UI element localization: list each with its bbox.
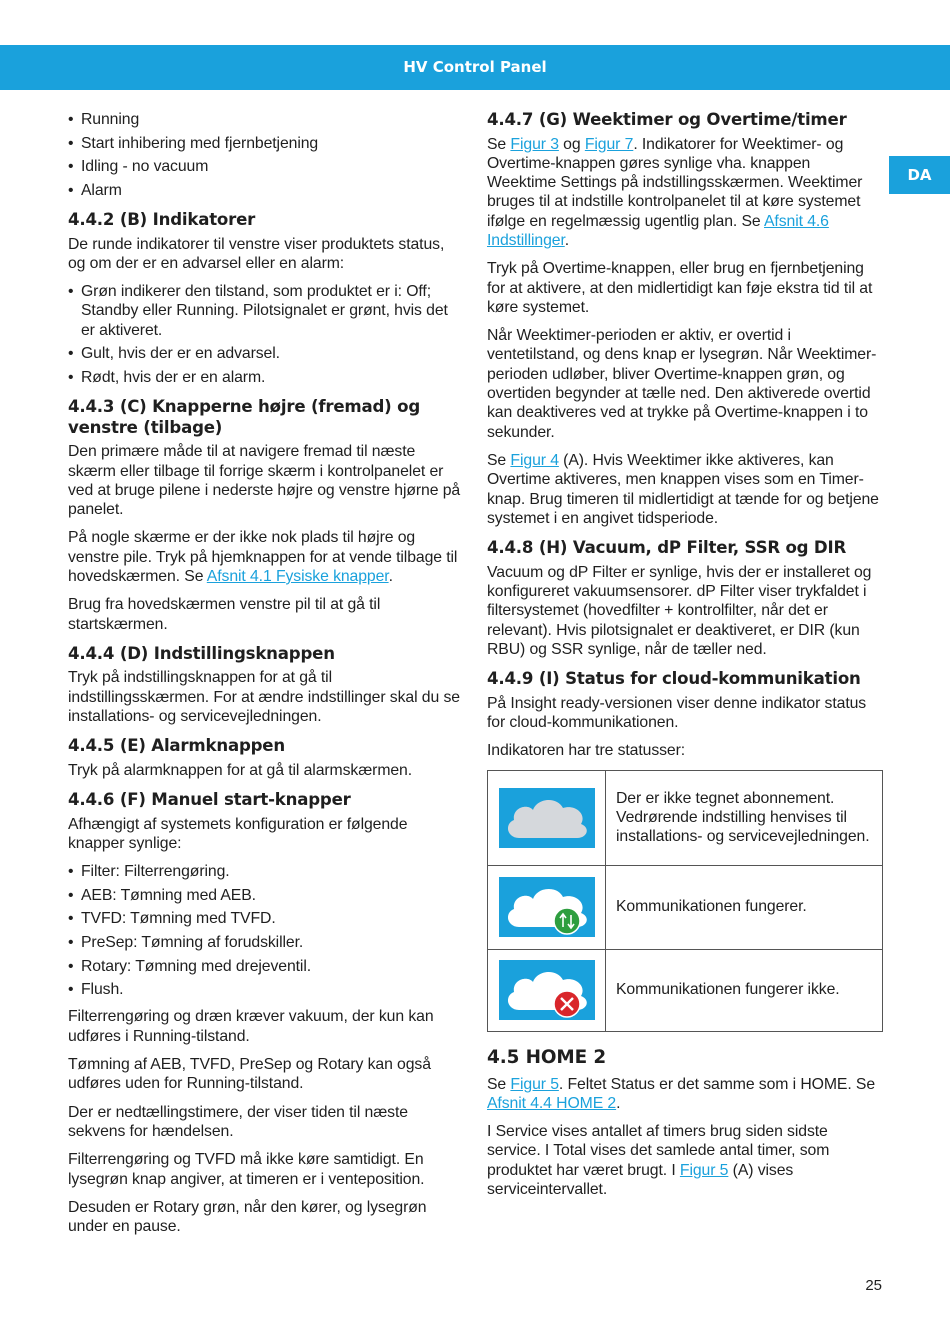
- cloud-error-icon: [499, 960, 595, 1020]
- list-item: • Idling - no vacuum: [68, 157, 464, 176]
- link-figur-7[interactable]: Figur 7: [584, 135, 634, 153]
- link-figur-4[interactable]: Figur 4: [510, 451, 559, 469]
- paragraph: De runde indikatorer til venstre viser produktets status, og om der er en advarsel eller en alarm:: [68, 235, 445, 272]
- link-figur-5[interactable]: Figur 5: [679, 1161, 729, 1179]
- list-item: • Filter: Filterrengøring.: [68, 862, 464, 881]
- link-afsnit-4-4[interactable]: Afsnit 4.4 HOME 2: [487, 1094, 617, 1112]
- list-item: • PreSep: Tømning af forudskiller.: [68, 933, 464, 952]
- paragraph: På Insight ready-versionen viser denne indikator status for cloud-kommunikationen.: [487, 694, 867, 731]
- cloud-sync-icon: [499, 877, 595, 937]
- section-heading-4-4-3: 4.4.3 (C) Knapperne højre (fremad) og venstre (tilbage): [68, 397, 421, 437]
- list-item: • Flush.: [68, 980, 464, 999]
- section-heading-4-4-9: 4.4.9 (I) Status for cloud-kommunikation: [487, 669, 861, 689]
- paragraph: Afhængigt af systemets konfiguration er følgende knapper synlige:: [68, 815, 408, 852]
- paragraph: Tryk på Overtime-knappen, eller brug en fjernbetjening for at aktivere, at den midlertidigt kan føje ekstra tid til at køre systemet.: [487, 260, 873, 316]
- language-tab: [889, 156, 950, 194]
- page-number: 25: [865, 1277, 882, 1294]
- section-heading-4-4-8: 4.4.8 (H) Vacuum, dP Filter, SSR og DIR: [487, 538, 847, 558]
- paragraph: Desuden er Rotary grøn, når den kører, og lysegrøn under en pause.: [68, 1198, 427, 1236]
- header-title: HV Control Panel: [403, 58, 547, 76]
- paragraph: Når Weektimer-perioden er aktiv, er overtid i ventetilstand, og dens knap er lysegrøn. Når Weektimer-perioden udløber, bliver Overtime-knappen grøn, og overtiden begynder at tælle ned. Den aktiverede overtid kan deaktiveres ved at trykke på Overtime-knappen i to sekunder.: [487, 327, 877, 441]
- text: Se: [487, 451, 511, 469]
- table-row: [488, 865, 883, 949]
- list-item: • Grøn indikerer den tilstand, som produktet er i: Off; Standby eller Running. Pilotsignalet er grønt, hvis det er aktiveret.: [68, 282, 464, 340]
- text: .: [616, 1094, 621, 1112]
- list-item: • Gult, hvis der er en advarsel.: [68, 344, 464, 363]
- section-heading-4-4-5: 4.4.5 (E) Alarmknappen: [68, 736, 285, 756]
- paragraph: Tryk på indstillingsknappen for at gå til indstillingsskærmen. For at ændre indstillinger skal du se installations- og servicevejledningen.: [68, 669, 460, 726]
- section-heading-4-4-7: 4.4.7 (G) Weektimer og Overtime/timer: [487, 110, 847, 129]
- language-tab-label: DA: [907, 166, 932, 184]
- indicator-list: [68, 282, 464, 387]
- paragraph: Indikatoren har tre statusser:: [487, 742, 686, 760]
- button-list: [68, 862, 464, 999]
- text: (A) vises serviceintervallet.: [487, 1161, 794, 1198]
- paragraph: Der er nedtællingstimere, der viser tiden til næste sekvens for hændelsen.: [68, 1103, 408, 1140]
- table-row: [488, 949, 883, 1031]
- text: .: [564, 231, 570, 249]
- paragraph: Filterrengøring og dræn kræver vakuum, der kun kan udføres i Running-tilstand.: [68, 1008, 434, 1045]
- text: I Service vises antallet af timers brug siden sidste service. I Total vises det samlede antal timer, som produktet har været brugt. I: [487, 1123, 830, 1179]
- section-heading-4-4-2: 4.4.2 (B) Indikatorer: [68, 210, 256, 230]
- paragraph: [487, 135, 883, 251]
- paragraph: [487, 1075, 883, 1114]
- section-heading-4-4-4: 4.4.4 (D) Indstillingsknappen: [68, 643, 335, 663]
- table-cell: Der er ikke tegnet abonnement. Vedrørende indstilling henvises til installations- og servicevejledningen.: [606, 770, 883, 865]
- list-item: • Rotary: Tømning med drejeventil.: [68, 957, 464, 976]
- link-afsnit-4-1[interactable]: Afsnit 4.1 Fysiske knapper: [206, 568, 389, 586]
- text: (A). Hvis Weektimer ikke aktiveres, kan Overtime aktiveres, men knappen vises som en Timer-knap. Brug timeren til midlertidigt at tænde for og betjene systemet i en angivet tidsperiode.: [487, 451, 879, 527]
- text: og: [558, 135, 585, 153]
- paragraph: Tømning af AEB, TVFD, PreSep og Rotary kan også udføres uden for Running-tilstand.: [68, 1056, 431, 1093]
- list-item: • Running: [68, 110, 464, 129]
- list-item: • TVFD: Tømning med TVFD.: [68, 909, 464, 928]
- text: Se: [487, 1075, 511, 1093]
- link-figur-5[interactable]: Figur 5: [510, 1075, 559, 1093]
- table-cell: [488, 865, 606, 949]
- cloud-status-table: [487, 770, 883, 1032]
- text: På nogle skærme er der ikke nok plads til højre og venstre pile. Tryk på hjemknappen for at vende tilbage til hovedskærmen. Se: [68, 529, 458, 586]
- paragraph: [487, 451, 883, 528]
- paragraph: [487, 1122, 883, 1199]
- table-cell: [488, 949, 606, 1031]
- section-heading-4-4-6: 4.4.6 (F) Manuel start-knapper: [68, 790, 351, 810]
- paragraph: Den primære måde til at navigere fremad til næste skærm eller tilbage til forrige skærm i kontrolpanelet er ved at bruge pilene i nederste højre og venstre hjørne på panelet.: [68, 443, 461, 519]
- list-item: • Alarm: [68, 181, 464, 200]
- list-item: • Start inhibering med fjernbetjening: [68, 134, 464, 153]
- left-column: [68, 110, 464, 1245]
- section-heading-4-5: 4.5 HOME 2: [487, 1046, 607, 1068]
- table-row: [488, 770, 883, 865]
- table-cell: [488, 770, 606, 865]
- list-item: • Rødt, hvis der er en alarm.: [68, 368, 464, 387]
- paragraph: Tryk på alarmknappen for at gå til alarmskærmen.: [68, 761, 413, 779]
- paragraph: Vacuum og dP Filter er synlige, hvis der er installeret og konfigureret vakuumsensorer. dP Filter viser trykfaldet i filtersystemet (hovedfilter + kontrolfilter, når det er relevant). Hvis pilotsignalet er deaktiveret, er DIR (kun RBU) og SSR synlige, når de tæller ned.: [487, 563, 872, 658]
- text: Se: [487, 135, 511, 153]
- intro-list: [68, 110, 464, 200]
- link-figur-3[interactable]: Figur 3: [510, 135, 559, 153]
- cloud-icon: [499, 788, 595, 848]
- list-item: • AEB: Tømning med AEB.: [68, 886, 464, 905]
- table-cell: Kommunikationen fungerer ikke.: [606, 949, 883, 1031]
- right-column: [487, 110, 883, 1208]
- paragraph: Filterrengøring og TVFD må ikke køre samtidigt. En lysegrøn knap angiver, at timeren er i venteposition.: [68, 1151, 425, 1188]
- text: .: [388, 568, 393, 586]
- header-bar: [0, 45, 950, 90]
- link-afsnit-4-6[interactable]: Afsnit 4.6 Indstillinger: [487, 212, 829, 249]
- table-cell: Kommunikationen fungerer.: [606, 865, 883, 949]
- paragraph: [68, 528, 464, 586]
- paragraph: Brug fra hovedskærmen venstre pil til at gå til startskærmen.: [68, 596, 381, 633]
- text: . Feltet Status er det samme som i HOME. Se: [558, 1075, 876, 1093]
- text: . Indikatorer for Weektimer- og Overtime-knappen gøres synlige vha. knappen Weektime Settings på indstillingsskærmen. Weektimer bruges til at indstille kontrolpanelet til at køre systemet ifølge en regelmæssig ugentlig plan. Se: [487, 135, 863, 230]
